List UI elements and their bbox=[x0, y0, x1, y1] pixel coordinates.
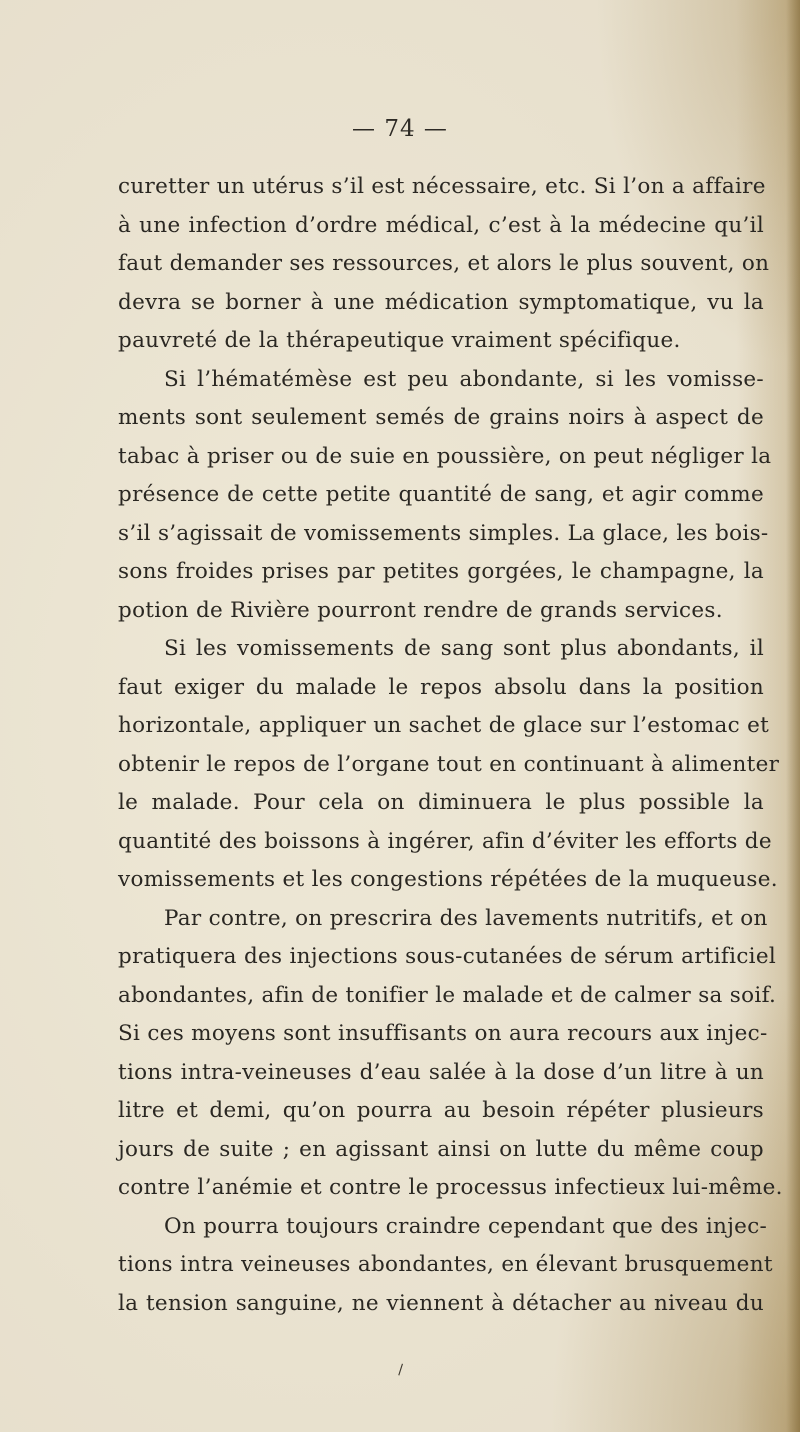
text-line: On pourra toujours craindre cependant que des injec- bbox=[164, 1213, 768, 1239]
text-line: faut demander ses ressources, et alors le plus souvent, on bbox=[118, 251, 770, 276]
text-line: la tension sanguine, ne viennent à détacher au niveau du bbox=[118, 1290, 764, 1316]
text-line: tions intra veineuses abondantes, en élevant brusquement bbox=[118, 1252, 773, 1277]
text-line: obtenir le repos de l’organe tout en continuant à alimenter bbox=[118, 751, 780, 777]
page-edge-shadow bbox=[786, 0, 800, 1432]
text-line: s’il s’agissait de vomissements simples. La glace, les bois- bbox=[118, 520, 769, 546]
body-text bbox=[118, 168, 783, 1323]
text-line: litre et demi, qu’on pourra au besoin répéter plusieurs bbox=[118, 1098, 764, 1123]
text-line: pratiquera des injections sous-cutanées de sérum artificiel bbox=[118, 944, 777, 969]
text-line: potion de Rivière pourront rendre de grands services. bbox=[118, 597, 723, 623]
text-line: sons froides prises par petites gorgées, le champagne, la bbox=[118, 559, 764, 584]
text-line: abondantes, afin de tonifier le malade et de calmer sa soif. bbox=[118, 982, 777, 1008]
text-line: Si ces moyens sont insuffisants on aura recours aux injec- bbox=[118, 1021, 768, 1046]
text-line: horizontale, appliquer un sachet de glace sur l’estomac et bbox=[118, 713, 770, 738]
text-line: tions intra-veineuses d’eau salée à la dose d’un litre à un bbox=[118, 1059, 764, 1085]
page-number: — 74 — bbox=[352, 116, 448, 142]
text-line: jours de suite ; en agissant ainsi on lutte du même coup bbox=[118, 1136, 764, 1162]
text-line: devra se borner à une médication symptomatique, vu la bbox=[118, 289, 764, 315]
text-line: quantité des boissons à ingérer, afin d’éviter les efforts de bbox=[118, 828, 772, 854]
text-line: le malade. Pour cela on diminuera le plus possible la bbox=[118, 790, 764, 815]
text-line: Par contre, on prescrira des lavements nutritifs, et on bbox=[164, 905, 768, 931]
ink-mark: \ bbox=[393, 1362, 407, 1378]
text-line: faut exiger du malade le repos absolu dans la position bbox=[118, 674, 764, 700]
text-line: pauvreté de la thérapeutique vraiment spécifique. bbox=[118, 328, 681, 353]
text-line: Si les vomissements de sang sont plus abondants, il bbox=[164, 636, 764, 661]
text-line: curetter un utérus s’il est nécessaire, etc. Si l’on a affaire bbox=[118, 174, 766, 199]
text-line: contre l’anémie et contre le processus infectieux lui-même. bbox=[118, 1175, 783, 1200]
text-line: à une infection d’ordre médical, c’est à la médecine qu’il bbox=[118, 212, 764, 238]
text-line: ments sont seulement semés de grains noirs à aspect de bbox=[118, 405, 764, 430]
text-line: Si l’hématémèse est peu abondante, si les vomisse- bbox=[164, 366, 764, 392]
text-line: présence de cette petite quantité de sang, et agir comme bbox=[118, 482, 764, 507]
text-line: tabac à priser ou de suie en poussière, on peut négliger la bbox=[118, 443, 772, 469]
text-line: vomissements et les congestions répétées de la muqueuse. bbox=[118, 867, 778, 892]
